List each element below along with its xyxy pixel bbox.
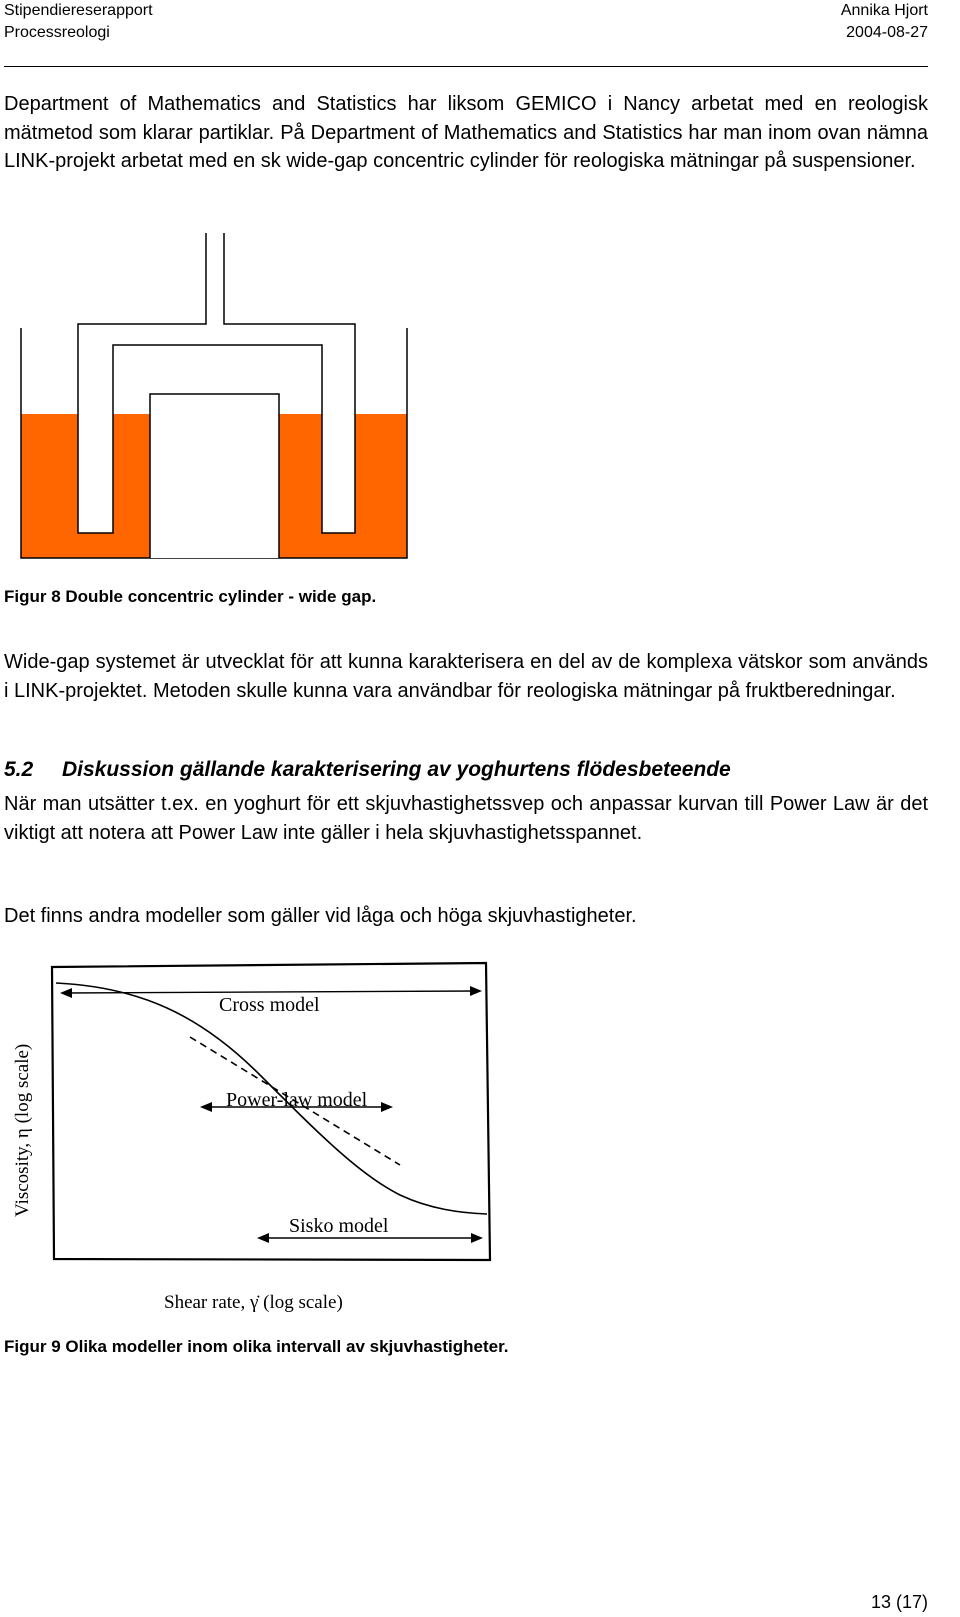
- section-heading: [4, 756, 731, 784]
- power-law-label: Power-law model: [226, 1089, 368, 1111]
- section-number: 5.2: [4, 758, 34, 781]
- section-title: Diskussion gällande karakterisering av yoghurtens flödesbeteende: [62, 758, 731, 781]
- header-subject: Processreologi: [4, 24, 110, 41]
- sisko-model-label: Sisko model: [289, 1215, 389, 1237]
- paragraph-power-law: När man utsätter t.ex. en yoghurt för ett skjuvhastighetssvep och anpassar kurvan till Power Law är det viktigt att notera att Power Law inte gäller i hela skjuvhastighetsspannet.: [4, 793, 928, 844]
- figure-9-caption: Figur 9 Olika modeller inom olika intervall av skjuvhastigheter.: [4, 1337, 509, 1356]
- header-report-title: Stipendiereserapport: [4, 2, 153, 19]
- header-rule: [4, 66, 928, 67]
- page-number: 13 (17): [870, 1592, 928, 1612]
- cross-model-label: Cross model: [219, 994, 320, 1016]
- figure-9-models-diagram: [0, 955, 520, 1325]
- paragraph-other-models: Det finns andra modeller som gäller vid låga och höga skjuvhastigheter.: [4, 905, 637, 927]
- figure-8-caption: Figur 8 Double concentric cylinder - wide gap.: [4, 587, 377, 606]
- paragraph-wide-gap: Wide-gap systemet är utvecklat för att kunna karakterisera en del av de komplexa vätskor som används i LINK-projektet. Metoden skulle kunna vara användbar för reologiska mätningar på fruktberedningar.: [4, 651, 928, 702]
- inner-cylinder: [150, 394, 279, 558]
- header-author: Annika Hjort: [840, 2, 928, 19]
- y-axis-label: Viscosity, η (log scale): [12, 1043, 33, 1217]
- figure-8-cylinder-diagram: [0, 225, 430, 570]
- x-axis-label: Shear rate, γ̇ (log scale): [164, 1292, 343, 1313]
- paragraph-intro: Department of Mathematics and Statistics har liksom GEMICO i Nancy arbetat med en reologisk mätmetod som klarar partiklar. På Department of Mathematics and Statistics har man inom ovan nämna LINK-projekt arbetat med en sk wide-gap concentric cylinder för reologiska mätningar på suspensioner.: [4, 93, 928, 172]
- header-date: 2004-08-27: [846, 24, 928, 41]
